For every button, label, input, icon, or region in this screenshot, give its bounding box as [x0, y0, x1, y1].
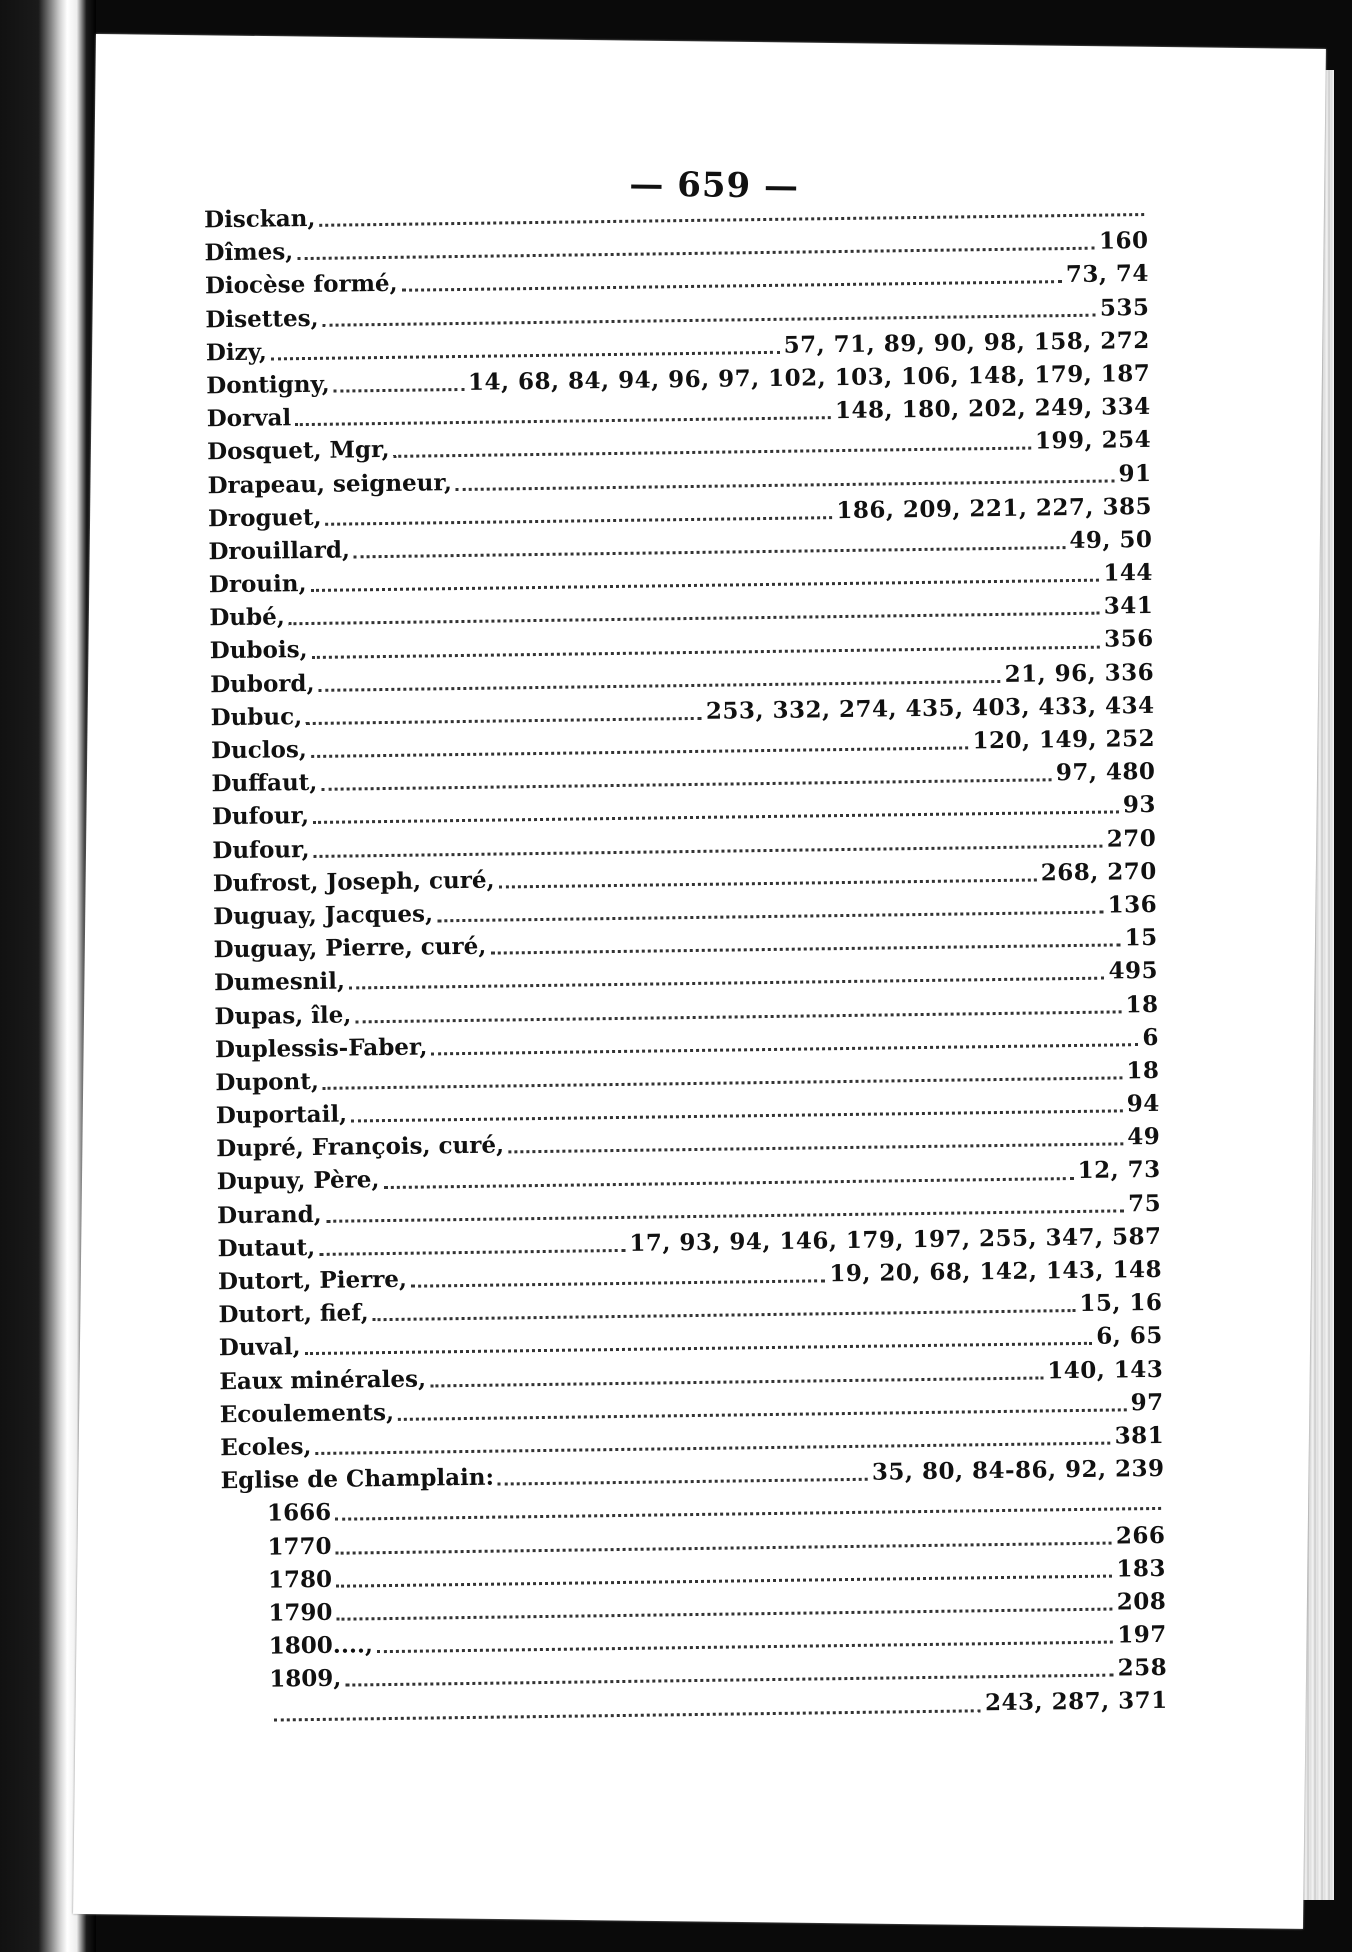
- index-term: Duguay, Pierre, curé,: [213, 932, 487, 964]
- dot-leader: [345, 1656, 1114, 1687]
- index-term: 1770: [267, 1532, 332, 1561]
- index-term: Eglise de Champlain:: [220, 1463, 495, 1495]
- index-page-refs: 253, 332, 274, 435, 403, 433, 434: [705, 691, 1155, 725]
- dot-leader: [310, 561, 1099, 592]
- index-term: Duportail,: [215, 1100, 348, 1130]
- index-term: 1780: [267, 1565, 333, 1594]
- dot-leader: [351, 1092, 1123, 1123]
- dot-leader: [401, 263, 1062, 293]
- index-term: Ecoles,: [220, 1432, 312, 1462]
- dot-leader: [490, 926, 1121, 955]
- index-term: Dumesnil,: [213, 967, 346, 997]
- index-page-refs: 94: [1126, 1089, 1160, 1118]
- index-term: Duplessis-Faber,: [214, 1033, 428, 1063]
- dot-leader: [274, 1691, 982, 1721]
- index-page-refs: 15: [1124, 924, 1158, 952]
- dot-leader: [313, 793, 1119, 825]
- index-term: 1666: [266, 1499, 332, 1527]
- index-term: Dupont,: [215, 1067, 320, 1097]
- dot-leader: [498, 1460, 868, 1486]
- index-term: Dubord,: [210, 669, 315, 698]
- index-term: Dutort, Pierre,: [217, 1265, 408, 1296]
- index-term: Drouin,: [208, 570, 307, 599]
- dot-leader: [498, 860, 1036, 888]
- book-page: [73, 34, 1326, 1929]
- dot-leader: [336, 1556, 1113, 1587]
- index-term: Dupré, François, curé,: [216, 1131, 505, 1163]
- index-term: Drapeau, seigneur,: [207, 468, 453, 499]
- index-page-refs: 148, 180, 202, 249, 334: [834, 393, 1151, 425]
- index-page-refs: 73, 74: [1065, 260, 1150, 289]
- dot-leader: [431, 1025, 1138, 1055]
- dot-leader: [393, 429, 1031, 458]
- dot-leader: [321, 761, 1052, 792]
- index-page-refs: 495: [1108, 957, 1159, 985]
- index-page-refs: 199, 254: [1034, 426, 1152, 455]
- index-page-refs: 12, 73: [1077, 1156, 1161, 1185]
- dot-leader: [318, 662, 1000, 692]
- index-page-refs: 266: [1115, 1521, 1166, 1550]
- dot-leader: [437, 893, 1104, 923]
- dot-leader: [304, 1324, 1092, 1355]
- index-page-refs: 270: [1106, 824, 1157, 853]
- index-term: Dutaut,: [217, 1233, 316, 1263]
- index-page-refs: 535: [1099, 293, 1150, 322]
- index-term: Dufrost, Joseph, curé,: [212, 866, 495, 898]
- index-page-refs: 186, 209, 221, 227, 385: [836, 492, 1153, 524]
- index-term: Duval,: [218, 1333, 301, 1362]
- dot-leader: [311, 627, 1100, 658]
- index-page-refs: 35, 80, 84-86, 92, 239: [871, 1454, 1165, 1486]
- index-page-refs: 208: [1116, 1587, 1167, 1616]
- index-term: Duffaut,: [211, 769, 318, 798]
- dot-leader: [323, 1058, 1123, 1089]
- index-page-refs: 97: [1130, 1388, 1164, 1417]
- dot-leader: [271, 333, 780, 361]
- dot-leader: [325, 498, 832, 526]
- index-term: Duguay, Jacques,: [213, 900, 434, 931]
- dot-leader: [313, 826, 1103, 857]
- index-term: Dupas, île,: [214, 1000, 352, 1030]
- index-page-refs: 258: [1117, 1654, 1168, 1682]
- index-page-refs: 268, 270: [1040, 857, 1157, 887]
- index-page-refs: 57, 71, 89, 90, 98, 158, 272: [783, 326, 1150, 359]
- index-page-refs: 160: [1098, 227, 1149, 255]
- index-term: Diocèse formé,: [204, 270, 398, 300]
- index-page-refs: 15, 16: [1079, 1289, 1163, 1318]
- index-term: Durand,: [217, 1200, 322, 1229]
- index-list: [204, 191, 1168, 1730]
- index-page-refs: 197: [1117, 1620, 1167, 1649]
- index-page-refs: 91: [1118, 459, 1152, 487]
- dot-leader: [306, 699, 702, 725]
- index-page-refs: 18: [1125, 990, 1159, 1018]
- index-term: Dubois,: [209, 636, 308, 665]
- index-term: Dubé,: [209, 603, 285, 632]
- dot-leader: [334, 370, 465, 393]
- index-page-refs: 97, 480: [1055, 758, 1156, 787]
- index-page-refs: 14, 68, 84, 94, 96, 97, 102, 103, 106, 148, 179, 187: [467, 359, 1151, 396]
- index-page-refs: 49, 50: [1069, 525, 1153, 554]
- index-term: Disettes,: [205, 304, 319, 333]
- dot-leader: [383, 1159, 1073, 1189]
- index-page-refs: 21, 96, 336: [1004, 658, 1155, 688]
- index-term: 1790: [268, 1598, 333, 1627]
- index-term: 1809,: [269, 1664, 342, 1693]
- index-term: Dosquet, Mgr,: [207, 436, 390, 466]
- index-page-refs: 120, 149, 252: [972, 724, 1156, 755]
- index-page-refs: 243, 287, 371: [984, 1687, 1168, 1717]
- index-term: Drouillard,: [208, 536, 351, 566]
- dot-leader: [456, 461, 1115, 491]
- index-term: Dupuy, Père,: [216, 1166, 380, 1196]
- page-number: — 659 —: [629, 164, 800, 207]
- index-term: Ecoulements,: [219, 1398, 395, 1428]
- index-page-refs: 93: [1122, 791, 1157, 819]
- index-page-refs: 381: [1114, 1421, 1165, 1450]
- dot-leader: [322, 295, 1096, 326]
- index-page-refs: 356: [1104, 625, 1154, 654]
- dot-leader: [315, 1424, 1110, 1455]
- dot-leader: [289, 594, 1100, 626]
- index-term: Disckan,: [203, 204, 316, 234]
- dot-leader: [295, 398, 831, 426]
- index-page-refs: 18: [1126, 1056, 1160, 1085]
- index-page-refs: 49: [1127, 1123, 1161, 1151]
- index-page-refs: 6, 65: [1096, 1322, 1164, 1351]
- index-term: Droguet,: [207, 503, 322, 532]
- dot-leader: [336, 1590, 1113, 1621]
- dot-leader: [335, 1523, 1112, 1554]
- index-term: Dubuc,: [210, 702, 303, 732]
- dot-leader: [349, 959, 1105, 990]
- dot-leader: [355, 992, 1121, 1023]
- index-page-refs: 140, 143: [1047, 1355, 1164, 1384]
- index-page-refs: 17, 93, 94, 146, 179, 197, 255, 347, 587: [629, 1222, 1162, 1257]
- index-term: Dîmes,: [204, 238, 294, 267]
- index-page-refs: 341: [1103, 592, 1154, 620]
- index-term: Dorval: [206, 404, 292, 433]
- index-page-refs: 144: [1103, 559, 1154, 587]
- dot-leader: [508, 1125, 1123, 1154]
- dot-leader: [311, 728, 969, 758]
- index-term: Dutort, fief,: [218, 1299, 369, 1329]
- dot-leader: [411, 1261, 826, 1287]
- index-term: Dufour,: [212, 835, 310, 864]
- dot-leader: [319, 1231, 625, 1256]
- dot-leader: [297, 229, 1095, 260]
- index-term: Dufour,: [211, 802, 310, 831]
- index-term: Dontigny,: [206, 370, 330, 400]
- dot-leader: [430, 1358, 1044, 1387]
- index-term: Eaux minérales,: [219, 1365, 427, 1395]
- index-page-refs: 6: [1142, 1023, 1160, 1051]
- dot-leader: [354, 528, 1066, 558]
- dot-leader: [319, 195, 1144, 227]
- index-page-refs: 75: [1127, 1189, 1162, 1217]
- index-term: Duclos,: [210, 736, 307, 765]
- index-page-refs: 19, 20, 68, 142, 143, 148: [829, 1255, 1163, 1288]
- dot-leader: [398, 1390, 1127, 1421]
- index-term: Dizy,: [205, 338, 267, 367]
- index-page-refs: 183: [1116, 1554, 1167, 1583]
- dot-leader: [326, 1191, 1125, 1222]
- index-page-refs: 136: [1107, 890, 1158, 919]
- index-term: 1800....,: [268, 1631, 374, 1660]
- dot-leader: [372, 1291, 1075, 1321]
- dot-leader: [377, 1623, 1114, 1654]
